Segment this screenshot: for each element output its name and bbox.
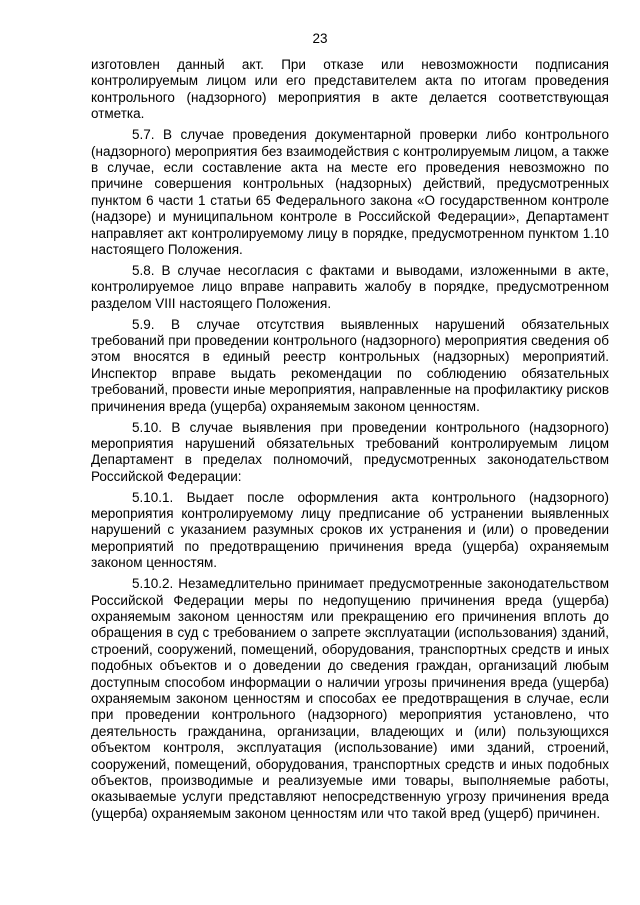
document-body bbox=[91, 57, 609, 827]
page-number: 23 bbox=[312, 31, 328, 46]
paragraph-5-10-1: 5.10.1. Выдает после оформления акта контрольного (надзорного) мероприятия контролируемому лицу предписание об устранении выявленных нарушений с указанием разумных сроков их устранения и (или) о проведении мероприятий по предотвращению причинения вреда (ущерба) охраняемым законом ценностям. bbox=[91, 489, 609, 571]
paragraph-5-7: 5.7. В случае проведения документарной проверки либо контрольного (надзорного) мероприятия без взаимодействия с контролируемым лицом, а также в случае, если составление акта на месте его проведения невозможно по причине совершения контрольных (надзорных) действий, предусмотренных пунктом 6 части 1 статьи 65 Федерального закона «О государственном контроле (надзоре) и муниципальном контроле в Российской Федерации», Департамент направляет акт контролируемому лицу в порядке, предусмотренном пунктом 1.10 настоящего Положения. bbox=[91, 127, 609, 257]
paragraph-5-10: 5.10. В случае выявления при проведении контрольного (надзорного) мероприятия нарушений обязательных требований контролируемым лицом Департамент в пределах полномочий, предусмотренных законодательством Российской Федерации: bbox=[91, 419, 609, 484]
paragraph-5-8: 5.8. В случае несогласия с фактами и выводами, изложенными в акте, контролируемое лицо вправе направить жалобу в порядке, предусмотренном разделом VIII настоящего Положения. bbox=[91, 262, 609, 311]
paragraph-5-10-2: 5.10.2. Незамедлительно принимает предусмотренные законодательством Российской Федерации меры по недопущению причинения вреда (ущерба) охраняемым законом ценностям или прекращению его причинения вплоть до обращения в суд с требованием о запрете эксплуатации (использования) зданий, строений, сооружений, помещений, оборудования, транспортных средств и иных подобных объектов и о доведении до сведения граждан, организаций любым доступным способом информации о наличии угрозы причинения вреда (ущерба) охраняемым законом ценностям и способах ее предотвращения в случае, если при проведении контрольного (надзорного) мероприятия установлено, что деятельность гражданина, организации, владеющих и (или) пользующихся объектом контроля, эксплуатация (использование) ими зданий, строений, сооружений, помещений, оборудования, транспортных средств и иных подобных объектов, производимые и реализуемые ими товары, выполняемые работы, оказываемые услуги представляют непосредственную угрозу причинения вреда (ущерба) охраняемым законом ценностям или что такой вред (ущерб) причинен. bbox=[91, 576, 609, 821]
paragraph-5-9: 5.9. В случае отсутствия выявленных нарушений обязательных требований при проведении контрольного (надзорного) мероприятия сведения об этом вносятся в единый реестр контрольных (надзорных) мероприятий. Инспектор вправе выдать рекомендации по соблюдению обязательных требований, провести иные мероприятия, направленные на профилактику рисков причинения вреда (ущерба) охраняемым законом ценностям. bbox=[91, 316, 609, 414]
paragraph-continuation: изготовлен данный акт. При отказе или невозможности подписания контролируемым лицом или его представителем акта по итогам проведения контрольного (надзорного) мероприятия в акте делается соответствующая отметка. bbox=[91, 57, 609, 122]
